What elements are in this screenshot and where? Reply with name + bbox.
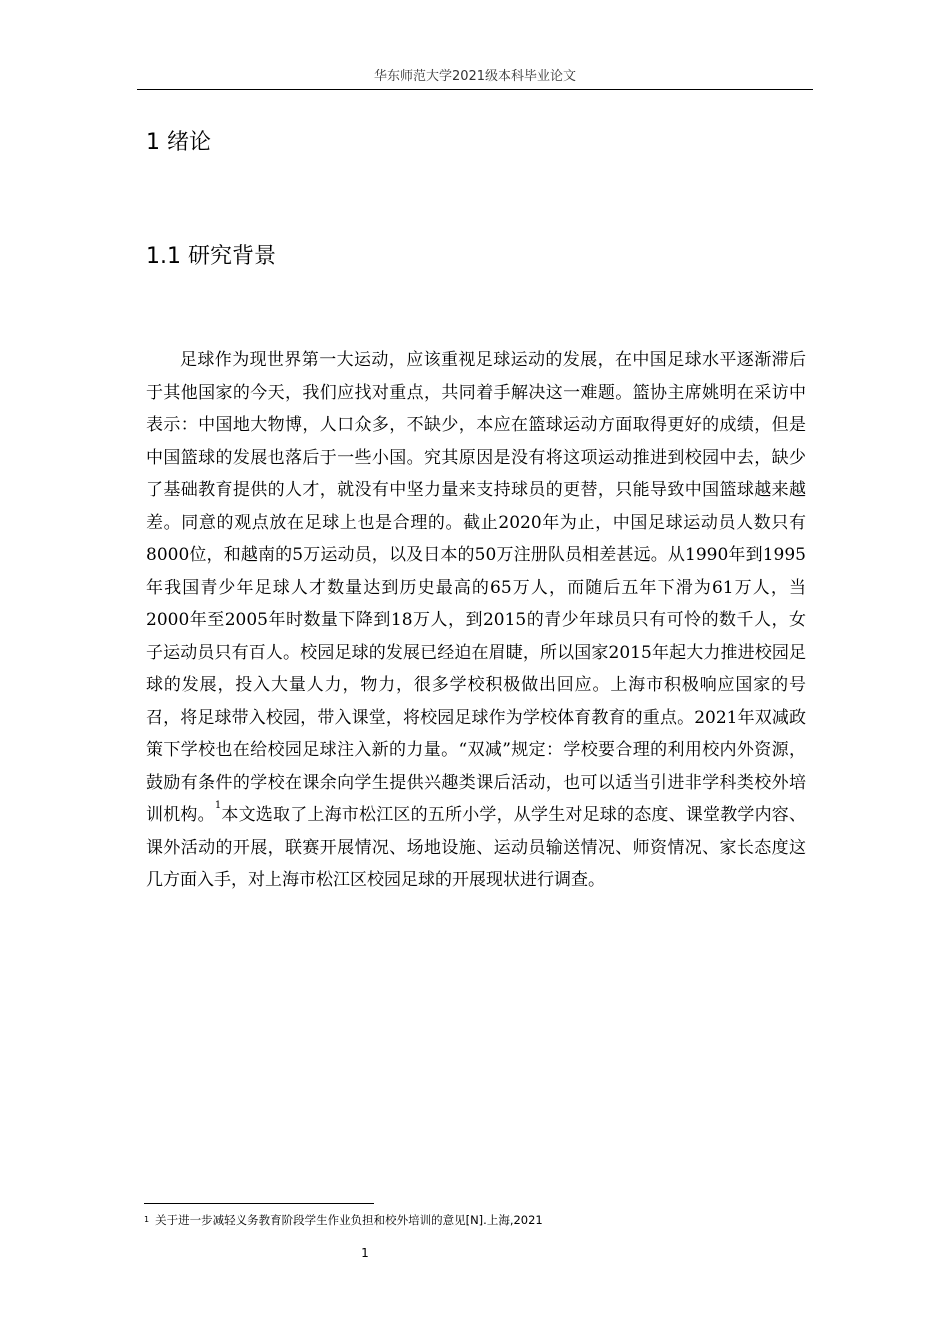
header-rule — [137, 89, 813, 90]
footnote-separator — [144, 1203, 374, 1204]
body-paragraph — [146, 344, 806, 897]
footnote-text: 关于进一步减轻义务教育阶段学生作业负担和校外培训的意见[N].上海,2021 — [155, 1213, 543, 1227]
page-number: 1 — [361, 1246, 369, 1260]
footnote-mark: 1 — [144, 1215, 150, 1224]
chapter-heading: 1 绪论 — [146, 130, 211, 155]
body-text-before-note: 足球作为现世界第一大运动，应该重视足球运动的发展，在中国足球水平逐渐滞后于其他国家的今天，我们应找对重点，共同着手解决这一难题。篮协主席姚明在采访中表示：中国地大物博，人口众多，不缺少，本应在篮球运动方面取得更好的成绩，但是中国篮球的发展也落后于一些小国。究其原因是没有将这项运动推进到校园中去，缺少了基础教育提供的人才，就没有中坚力量来支持球员的更替，只能导致中国篮球越来越差。同意的观点放在足球上也是合理的。截止2020年为止，中国足球运动员人数只有8000位，和越南的5万运动员，以及日本的50万注册队员相差甚远。从1990年到1995年我国青少年足球人才数量达到历史最高的65万人，而随后五年下滑为61万人，当2000年至2005年时数量下降到18万人，到2015的青少年球员只有可怜的数千人，女子运动员只有百人。校园足球的发展已经迫在眉睫，所以国家2015年起大力推进校园足球的发展，投入大量人力，物力，很多学校积极做出回应。上海市积极响应国家的号召，将足球带入校园，带入课堂，将校园足球作为学校体育教育的重点。2021年双减政策下学校也在给校园足球注入新的力量。“双减”规定：学校要合理的利用校内外资源，鼓励有条件的学校在课余向学生提供兴趣类课后活动，也可以适当引进非学科类校外培训机构。 — [146, 350, 806, 825]
section-heading: 1.1 研究背景 — [146, 244, 276, 269]
footnote-reference: 1 — [214, 800, 222, 811]
footnote — [144, 1212, 543, 1228]
running-header: 华东师范大学2021级本科毕业论文 — [373, 69, 577, 84]
body-text-after-note: 本文选取了上海市松江区的五所小学，从学生对足球的态度、课堂教学内容、课外活动的开展，联赛开展情况、场地设施、运动员输送情况、师资情况、家长态度这几方面入手，对上海市松江区校园足球的开展现状进行调查。 — [146, 805, 807, 890]
